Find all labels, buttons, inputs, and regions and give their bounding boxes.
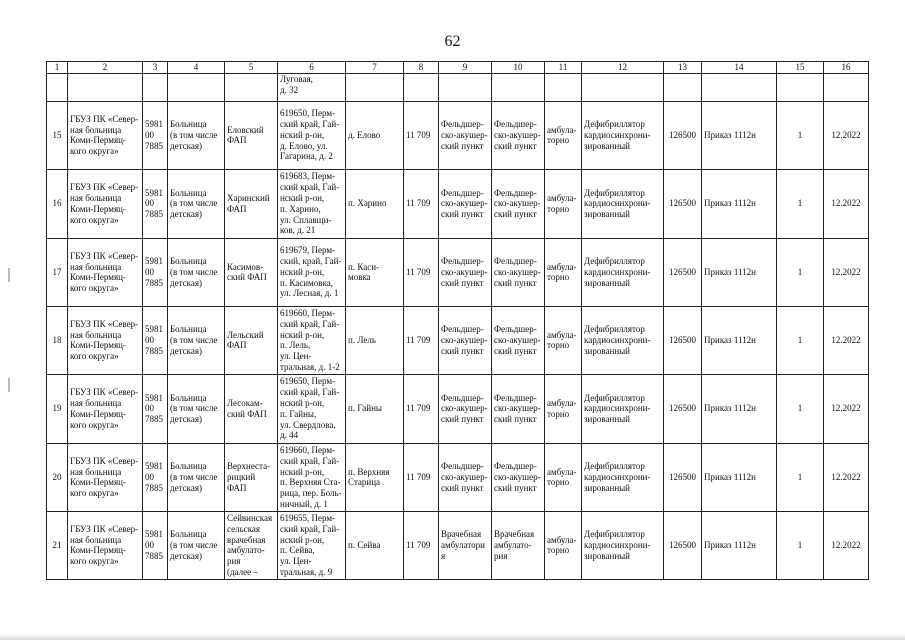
date-cell: 12.2022 xyxy=(824,101,869,169)
unit-name-cell: Еловский ФАП xyxy=(225,101,278,169)
profile-cell: Врачебная амбулато- рия xyxy=(492,511,545,579)
profile-cell: Фельдшер- ско-акушер- ский пункт xyxy=(492,101,545,169)
subdivision-type-cell: Фельдшер- ско-акушер- ский пункт xyxy=(439,374,492,443)
care-form-cell: амбула- торно xyxy=(545,511,582,579)
page-number: 62 xyxy=(444,33,461,50)
unit-name-cell: Верхнеста- рицкий ФАП xyxy=(225,443,278,511)
date-cell: 12.2022 xyxy=(824,374,869,443)
facility-type-cell: Больница (в том числе детская) xyxy=(168,101,225,169)
order-cell: Приказ 1112н xyxy=(702,443,777,511)
code-cell: 598100 7885 xyxy=(143,306,168,374)
unit-name-cell: Лесокам- ский ФАП xyxy=(225,374,278,443)
column-number: 13 xyxy=(664,62,702,74)
facility-type-cell: Больница (в том числе детская) xyxy=(168,306,225,374)
column-number: 5 xyxy=(225,62,278,74)
date-cell: 12.2022 xyxy=(824,238,869,306)
scan-mark xyxy=(8,378,10,392)
column-number: 15 xyxy=(777,62,824,74)
okved-cell: 11 709 xyxy=(404,306,439,374)
order-cell: Приказ 1112н xyxy=(702,238,777,306)
equipment-cell: Дефибриллятор кардиосинхрони- зированный xyxy=(582,511,664,579)
locality-cell: п. Каси- мовка xyxy=(346,238,404,306)
table-row xyxy=(47,101,869,169)
profile-cell: Фельдшер- ско-акушер- ский пункт xyxy=(492,169,545,238)
continuation-row xyxy=(47,73,869,101)
code-cell: 598100 7885 xyxy=(143,101,168,169)
column-number: 8 xyxy=(404,62,439,74)
okved-cell: 11 709 xyxy=(404,443,439,511)
care-form-cell: амбула- торно xyxy=(545,169,582,238)
address-cell: 619660, Перм- ский край, Гай- нский р-он, п. Верхняя Ста- рица, пер. Боль- ничный, д. 1 xyxy=(278,443,346,511)
order-cell: Приказ 1112н xyxy=(702,169,777,238)
organization-cell: ГБУЗ ПК «Север- ная больница Коми-Пермяц- кого округа» xyxy=(68,238,143,306)
address-cell: 619650, Перм- ский край, Гай- нский р-он, п. Гайны, ул. Свердлова, д. 44 xyxy=(278,374,346,443)
column-number: 14 xyxy=(702,62,777,74)
equipment-cell: Дефибриллятор кардиосинхрони- зированный xyxy=(582,306,664,374)
code-cell: 598100 7885 xyxy=(143,374,168,443)
equipment-code-cell: 126500 xyxy=(664,238,702,306)
row-number-cell: 18 xyxy=(47,306,68,374)
okved-cell: 11 709 xyxy=(404,511,439,579)
facility-type-cell: Больница (в том числе детская) xyxy=(168,238,225,306)
subdivision-type-cell: Фельдшер- ско-акушер- ский пункт xyxy=(439,443,492,511)
okved-cell: 11 709 xyxy=(404,238,439,306)
quantity-cell: 1 xyxy=(777,238,824,306)
care-form-cell: амбула- торно xyxy=(545,238,582,306)
equipment-code-cell: 126500 xyxy=(664,101,702,169)
equipment-cell: Дефибриллятор кардиосинхрони- зированный xyxy=(582,374,664,443)
equipment-table xyxy=(46,61,869,580)
column-number: 16 xyxy=(824,62,869,74)
equipment-code-cell: 126500 xyxy=(664,374,702,443)
scan-mark xyxy=(8,268,10,282)
address-cell: 619655, Перм- ский край, Гай- нский р-он, п. Сейва, ул. Цен- тральная, д. 9 xyxy=(278,511,346,579)
column-number: 4 xyxy=(168,62,225,74)
row-number-cell: 21 xyxy=(47,511,68,579)
profile-cell: Фельдшер- ско-акушер- ский пункт xyxy=(492,306,545,374)
scan-edge xyxy=(0,634,905,640)
subdivision-type-cell: Фельдшер- ско-акушер- ский пункт xyxy=(439,238,492,306)
organization-cell: ГБУЗ ПК «Север- ная больница Коми-Пермяц- кого округа» xyxy=(68,443,143,511)
care-form-cell: амбула- торно xyxy=(545,374,582,443)
equipment-code-cell: 126500 xyxy=(664,443,702,511)
equipment-code-cell: 126500 xyxy=(664,306,702,374)
equipment-cell: Дефибриллятор кардиосинхрони- зированный xyxy=(582,238,664,306)
date-cell: 12.2022 xyxy=(824,306,869,374)
table-row xyxy=(47,511,869,579)
table-row xyxy=(47,374,869,443)
column-number: 12 xyxy=(582,62,664,74)
subdivision-type-cell: Фельдшер- ско-акушер- ский пункт xyxy=(439,169,492,238)
locality-cell: п. Лель xyxy=(346,306,404,374)
care-form-cell: амбула- торно xyxy=(545,101,582,169)
unit-name-cell: Харинский ФАП xyxy=(225,169,278,238)
column-number: 6 xyxy=(278,62,346,74)
equipment-cell: Дефибриллятор кардиосинхрони- зированный xyxy=(582,169,664,238)
organization-cell: ГБУЗ ПК «Север- ная больница Коми-Пермяц- кого округа» xyxy=(68,306,143,374)
care-form-cell: амбула- торно xyxy=(545,443,582,511)
row-number-cell: 20 xyxy=(47,443,68,511)
okved-cell: 11 709 xyxy=(404,101,439,169)
profile-cell: Фельдшер- ско-акушер- ский пункт xyxy=(492,443,545,511)
address-cell: 619660, Перм- ский край, Гай- нский р-он, п. Лель, ул. Цен- тральная, д. 1-2 xyxy=(278,306,346,374)
quantity-cell: 1 xyxy=(777,511,824,579)
column-number: 2 xyxy=(68,62,143,74)
okved-cell: 11 709 xyxy=(404,169,439,238)
unit-name-cell: Сейвинская сельская врачебная амбулато- рия (далее – xyxy=(225,511,278,579)
locality-cell: п. Харино xyxy=(346,169,404,238)
order-cell: Приказ 1112н xyxy=(702,306,777,374)
order-cell: Приказ 1112н xyxy=(702,511,777,579)
facility-type-cell: Больница (в том числе детская) xyxy=(168,443,225,511)
equipment-cell: Дефибриллятор кардиосинхрони- зированный xyxy=(582,443,664,511)
row-number-cell: 16 xyxy=(47,169,68,238)
locality-cell: п. Верхняя Старица xyxy=(346,443,404,511)
subdivision-type-cell: Врачебная амбулатория xyxy=(439,511,492,579)
column-number: 1 xyxy=(47,62,68,74)
code-cell: 598100 7885 xyxy=(143,238,168,306)
subdivision-type-cell: Фельдшер- ско-акушер- ский пункт xyxy=(439,306,492,374)
table-row xyxy=(47,238,869,306)
address-cell: 619679, Перм- ский, край, Гай- нский р-он, п. Касимовка, ул. Лесная, д. 1 xyxy=(278,238,346,306)
column-number: 11 xyxy=(545,62,582,74)
row-number-cell: 15 xyxy=(47,101,68,169)
column-number: 9 xyxy=(439,62,492,74)
address-cell: Луговая, д. 32 xyxy=(278,73,346,101)
row-number-cell: 17 xyxy=(47,238,68,306)
table-row xyxy=(47,306,869,374)
table-row xyxy=(47,443,869,511)
column-number-row xyxy=(47,62,869,74)
column-number: 10 xyxy=(492,62,545,74)
locality-cell: п. Сейва xyxy=(346,511,404,579)
order-cell: Приказ 1112н xyxy=(702,374,777,443)
order-cell: Приказ 1112н xyxy=(702,101,777,169)
equipment-code-cell: 126500 xyxy=(664,511,702,579)
code-cell: 598100 7885 xyxy=(143,443,168,511)
table-row xyxy=(47,169,869,238)
date-cell: 12.2022 xyxy=(824,169,869,238)
locality-cell: д. Елово xyxy=(346,101,404,169)
organization-cell: ГБУЗ ПК «Север- ная больница Коми-Пермяц- кого округа» xyxy=(68,374,143,443)
code-cell: 598100 7885 xyxy=(143,169,168,238)
date-cell: 12.2022 xyxy=(824,511,869,579)
organization-cell: ГБУЗ ПК «Север- ная больница Коми-Пермяц- кого округа» xyxy=(68,169,143,238)
quantity-cell: 1 xyxy=(777,306,824,374)
profile-cell: Фельдшер- ско-акушер- ский пункт xyxy=(492,374,545,443)
code-cell: 598100 7885 xyxy=(143,511,168,579)
locality-cell: п. Гайны xyxy=(346,374,404,443)
address-cell: 619683, Перм- ский край, Гай- нский р-он, п. Харино, ул. Сплавщи- ков, д. 21 xyxy=(278,169,346,238)
date-cell: 12.2022 xyxy=(824,443,869,511)
quantity-cell: 1 xyxy=(777,374,824,443)
care-form-cell: амбула- торно xyxy=(545,306,582,374)
organization-cell: ГБУЗ ПК «Север- ная больница Коми-Пермяц- кого округа» xyxy=(68,511,143,579)
profile-cell: Фельдшер- ско-акушер- ский пункт xyxy=(492,238,545,306)
row-number-cell: 19 xyxy=(47,374,68,443)
quantity-cell: 1 xyxy=(777,443,824,511)
facility-type-cell: Больница (в том числе детская) xyxy=(168,511,225,579)
column-number: 3 xyxy=(143,62,168,74)
equipment-cell: Дефибриллятор кардиосинхрони- зированный xyxy=(582,101,664,169)
unit-name-cell: Лельский ФАП xyxy=(225,306,278,374)
facility-type-cell: Больница (в том числе детская) xyxy=(168,374,225,443)
organization-cell: ГБУЗ ПК «Север- ная больница Коми-Пермяц- кого округа» xyxy=(68,101,143,169)
address-cell: 619650, Перм- ский край, Гай- нский р-он, д. Елово, ул. Гагарина, д. 2 xyxy=(278,101,346,169)
column-number: 7 xyxy=(346,62,404,74)
subdivision-type-cell: Фельдшер- ско-акушер- ский пункт xyxy=(439,101,492,169)
quantity-cell: 1 xyxy=(777,169,824,238)
okved-cell: 11 709 xyxy=(404,374,439,443)
equipment-code-cell: 126500 xyxy=(664,169,702,238)
quantity-cell: 1 xyxy=(777,101,824,169)
facility-type-cell: Больница (в том числе детская) xyxy=(168,169,225,238)
unit-name-cell: Касимов- ский ФАП xyxy=(225,238,278,306)
